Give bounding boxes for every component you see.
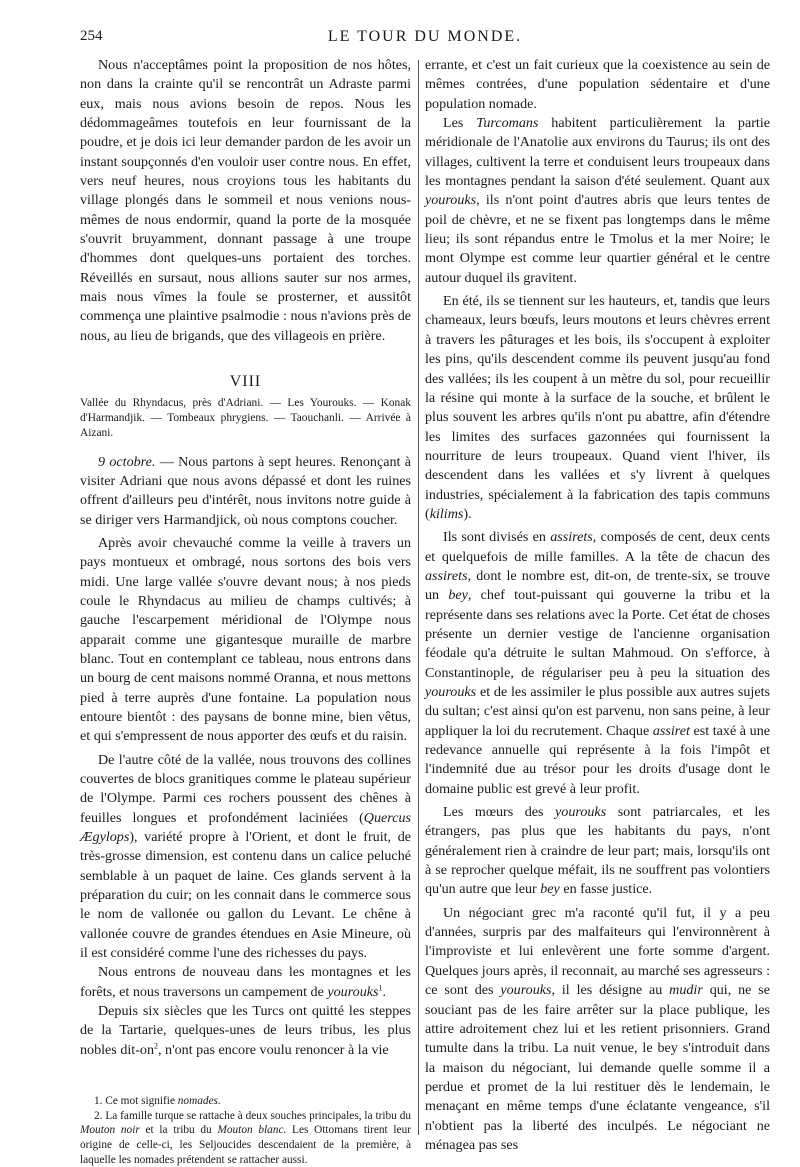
column-divider xyxy=(418,60,419,1135)
paragraph: En été, ils se tiennent sur les hauteurs, et, tandis que leurs chameaux, leurs bœufs, leurs moutons et leurs chèvres errent à travers les pâturages et les bois, ils s'occupent à exploiter les pins, qu'ils descendent comme ils peuvent jusqu'au fond des vallées; ils les coupent à un mètre du sol, pour recueillir la résine qui monte à la surface de la souche, et brûlent le plus souvent les arbres qu'ils n'ont pu abattre, afin d'étendre les limites des surfaces gazonnées qui fournissent la nourriture de leurs troupeaux. Quand vient l'hiver, ils descendent dans les vallées et s'y livrent à quelques industries, spécialement à la fabrication des tapis communs (kilims). xyxy=(425,293,770,522)
paragraph: Nous entrons de nouveau dans les montagnes et les forêts, et nous traversons un campement de yourouks$^1$. xyxy=(80,964,411,1000)
paragraph: Nous n'acceptâmes point la proposition de nos hôtes, non dans la crainte qu'il se rencontrât un Adraste parmi eux, mais nous avions besoin de repos. Nous les dédommageâmes toutefois en leur fournissant de la poudre, et je dois ici leur demander pardon de les avoir un instant soupçonnés d'en vouloir user contre nous. En effet, vers neuf heures, nous croyions tous les habitants du village plongés dans le sommeil et nous venions nous-mêmes de nous endormir, quand la porte de la mosquée s'ouvrit bruyamment, donnant passage à une troupe d'hommes dont quelques-uns portaient des torches. Réveillés en sursaut, nous allions sauter sur nos armes, mais nous vîmes la foule se prosterner, et aussitôt commença une plaintive psalmodie : nous n'avions près de nous, au lieu de brigands, que des villageois en prière. xyxy=(80,57,411,344)
footnote-ref[interactable]: 2 xyxy=(154,1041,158,1051)
paragraph: Après avoir chevauché comme la veille à travers un pays montueux et ombragé, nous sortons des bois vers midi. Une large vallée s'ouvre devant nous; à nos pieds coule le Rhyndacus au milieu de champs cultivés; à gauche l'escarpement méridional de l'Olympe nous apparait comme une gigantesque muraille de marbre blanc. Tout en contemplant ce tableau, nous entrons dans un bourg de cent maisons nommé Oranna, et nous mettons pied à terre auprès d'une fontaine. La population nous entoure bientôt : des paysans de bonne mine, bien vêtus, et qui s'empressent de nous apporter des œufs et du raisin. xyxy=(80,534,411,745)
paragraph: Depuis six siècles que les Turcs ont quitté les steppes de la Tartarie, quelques-unes de leurs tribus, les plus nobles dit-$on^2$, n'ont pas encore voulu renoncer à la vie xyxy=(80,1003,411,1058)
paragraph: Les mœurs des yourouks sont patriarcales, et les étrangers, pas plus que les habitants du pays, n'ont généralement rien à craindre de leur part; mais, lorsqu'ils ont à se reprocher quelque méfait, ils ne souffrent pas volontiers qu'un autre que leur bey en fasse justice. xyxy=(425,804,770,898)
section-number: VIII xyxy=(229,373,262,391)
footnote-1: 1. Ce mot signifie nomades. xyxy=(94,1095,221,1108)
footnotes xyxy=(80,1094,411,1167)
footnote-ref[interactable]: 1 xyxy=(378,983,383,993)
paragraph: Les Turcomans habitent particulièrement la partie méridionale de l'Anatolie aux environs du Taurus; ils ont des villages, cultivent la terre et conduisent leurs troupeaux dans les montagnes pendant la saison d'été seulement. Quant aux yourouks, ils n'ont point d'autres abris que leurs tentes de poil de chèvre, et ne se fixent pas longtemps dans le même lieu; ils sont répandus entre le Tmolus et la mer Noire; le mont Olympe est comme leur quartier général et le centre autour duquel ils gravitent. xyxy=(425,115,771,286)
right-column xyxy=(425,56,770,1155)
section-summary: Vallée du Rhyndacus, près d'Adriani. — Les Yourouks. — Konak d'Harmandjik. — Tombeaux phrygiens. — Taouchanli. — Arrivée à Aizani. xyxy=(80,396,411,439)
paragraph: 9 octobre. — Nous partons à sept heures. Renonçant à visiter Adriani que nous avons dépassé et dont les ruines offrent d'ailleurs peu d'intérêt, nous invitons notre guide à se diriger vers Harmandjick, où nous comptons coucher. xyxy=(80,453,411,528)
footnote-2: 2. La famille turque se rattache à deux souches principales, la tribu du Mouton noir et la tribu du Mouton blanc. Les Ottomans tirent leur origine de celle-ci, les Seljoucides descendaient de la première, à laquelle les nomades prétendent se rattacher aussi. xyxy=(80,1109,411,1166)
paragraph: errante, et c'est un fait curieux que la coexistence au sein de mêmes contrées, d'une population sédentaire et d'une population nomade. xyxy=(425,57,770,112)
paragraph: De l'autre côté de la vallée, nous trouvons des collines couvertes de blocs granitiques comme le plateau supérieur de l'Olympe. Parmi ces rochers poussent des chênes à feuilles longues et profondément laciniées (Quercus Ægylops), variété propre à l'Orient, et dont le fruit, de très-grosse dimension, est contenu dans un calice peluché semblable à un paquet de laine. Ces glands servent à la préparation du cuir; on les connait dans le commerce sous le nom de vallonée ou gallon du Levant. Le chêne à vallonée couvre de grandes étendues en Asie Mineure, où il est considéré comme l'une des richesses du pays. xyxy=(80,751,411,962)
page-number: 254 xyxy=(80,28,103,44)
date-label: 9 octobre. xyxy=(98,453,156,470)
running-title: LE TOUR DU MONDE. xyxy=(327,28,523,45)
paragraph: Ils sont divisés en assirets, composés de cent, deux cents et quelquefois de mille familles. A la tête de chacun des assirets, dont le nombre est, dit-on, de trente-six, se trouve un bey, chef tout-puissant qui gouverne la tribu et la représente dans ses relations avec la Porte. Cet état de choses présente un dernier vestige de l'ancienne organisation féodale qu'a détruite le sultan Mahmoud. On s'efforce, à Constantinople, de régulariser peu à peu la situation des yourouks et de les assimiler le plus possible aux autres sujets du sultan; c'est ainsi qu'on est parvenu, non sans peine, à leur appliquer la loi du recrutement. Chaque assiret est taxé à une redevance annuelle qui représente à la fois l'impôt et l'indemnité due au trésor pour les droits d'usage dont le domaine public est grevé à leur profit. xyxy=(425,529,770,797)
left-column xyxy=(80,56,411,1167)
paragraph: Un négociant grec m'a raconté qu'il fut, il y a peu d'années, surpris par des malfaiteurs qui l'environnèrent à l'improviste et lui enlevèrent une forte somme d'argent. Quelques jours après, il reconnait, au marché ses agresseurs : ce sont des yourouks, il les désigne au mudir qui, ne se souciant pas de les faire arrêter sur la place publique, les attire adroitement chez lui et les retient prisonniers. Grand tumulte dans la tribu. La nuit venue, le bey s'introduit dans la maison du négociant, lui demande quelle somme il a perdue et promet de la lui restituer dès le lendemain, le menaçant en même temps d'une éclatante vengeance, s'il n'obtient pas la liberté des inculpés. Le négociant ne ménagea pas ses xyxy=(425,904,770,1153)
page-header xyxy=(80,28,770,50)
